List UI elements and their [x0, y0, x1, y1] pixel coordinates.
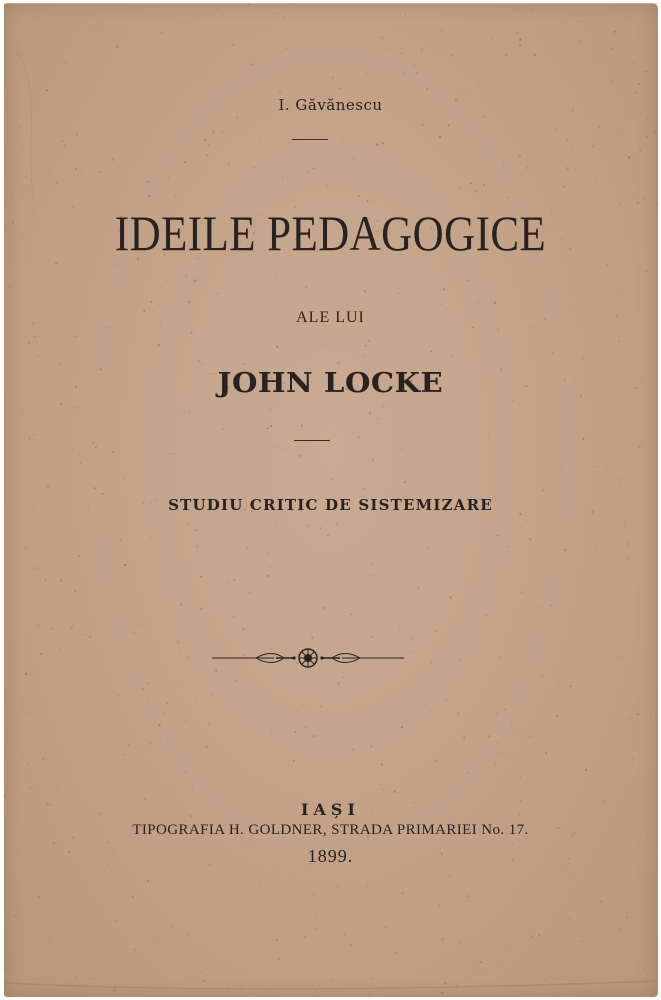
middle-divider-rule	[294, 440, 330, 441]
book-subtitle: STUDIU CRITIC DE SISTEMIZARE	[168, 496, 493, 514]
fleuron-divider-icon	[210, 646, 406, 670]
publication-city: IAȘI	[301, 800, 360, 819]
printer-imprint: TIPOGRAFIA H. GOLDNER, STRADA PRIMARIEI No. 17.	[132, 822, 529, 838]
book-title: IDEILE PEDAGOGICE	[114, 205, 547, 261]
author-name: I. Găvănescu	[278, 96, 383, 114]
subject-name: JOHN LOCKE	[217, 368, 444, 399]
top-divider-rule	[292, 139, 328, 140]
publication-year: 1899.	[307, 846, 354, 866]
title-connector: ALE LUI	[296, 309, 365, 326]
